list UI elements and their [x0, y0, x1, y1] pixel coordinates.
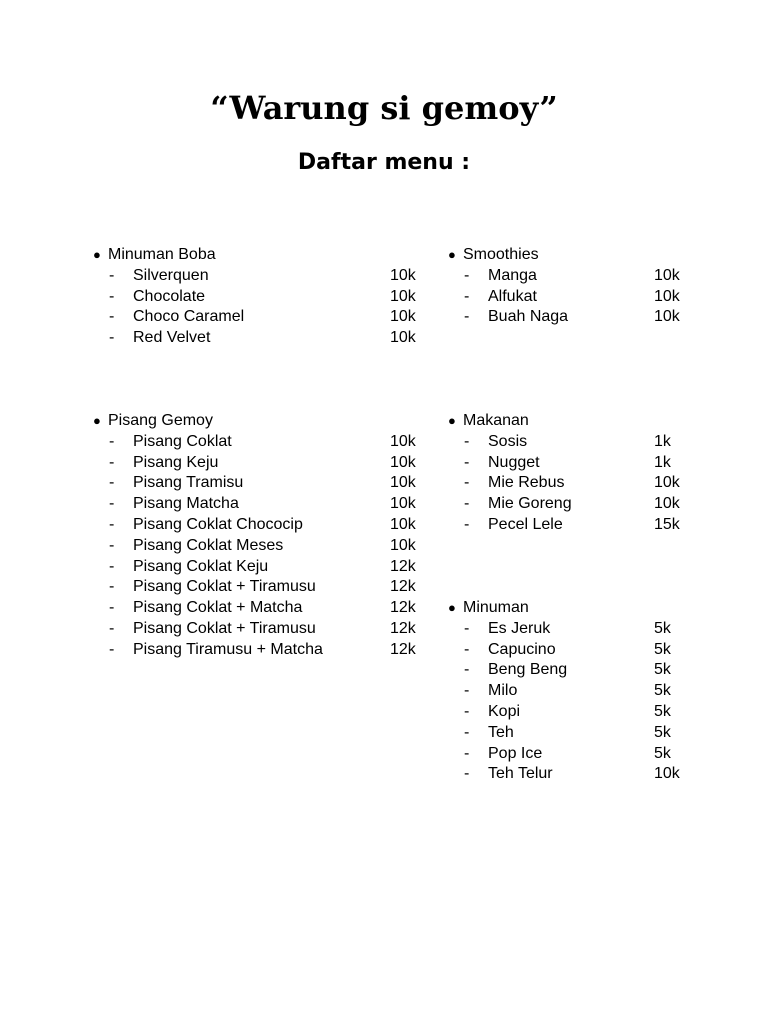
- menu-item: [93, 473, 433, 494]
- menu-item-price: 15k: [654, 515, 680, 533]
- menu-item: [93, 328, 433, 349]
- menu-item: [93, 536, 433, 557]
- menu-item: [93, 432, 433, 453]
- menu-item-price: 12k: [390, 619, 416, 637]
- menu-item-price: 12k: [390, 640, 416, 658]
- menu-item-price: 10k: [654, 266, 680, 284]
- menu-item: [448, 473, 698, 494]
- dash-marker: -: [109, 453, 115, 471]
- menu-item-name: Pisang Coklat Meses: [133, 536, 284, 554]
- menu-item-name: Sosis: [488, 432, 528, 450]
- menu-item: [448, 515, 698, 536]
- menu-item-price: 5k: [654, 619, 671, 637]
- menu-item-price: 1k: [654, 432, 671, 450]
- dash-marker: -: [109, 287, 115, 305]
- dash-marker: -: [109, 329, 115, 347]
- section-heading: [448, 411, 698, 432]
- menu-item-name: Kopi: [488, 702, 521, 720]
- page-title: “Warung si gemoy”: [210, 89, 558, 127]
- menu-item: [448, 744, 698, 765]
- dash-marker: -: [464, 474, 470, 492]
- dash-marker: -: [464, 640, 470, 658]
- menu-item-price: 10k: [654, 495, 680, 513]
- menu-item-name: Pisang Coklat + Tiramusu: [133, 578, 316, 596]
- menu-item-price: 10k: [654, 474, 680, 492]
- menu-item-price: 5k: [654, 682, 671, 700]
- bullet-icon: ●: [448, 600, 456, 615]
- dash-marker: -: [464, 266, 470, 284]
- menu-item-price: 10k: [390, 536, 416, 554]
- menu-item: [93, 557, 433, 578]
- menu-item-name: Nugget: [488, 453, 540, 471]
- menu-item-name: Capucino: [488, 640, 556, 658]
- section-heading: [93, 411, 433, 432]
- menu-item-price: 12k: [390, 578, 416, 596]
- menu-item-price: 10k: [390, 515, 416, 533]
- menu-item-name: Pecel Lele: [488, 515, 563, 533]
- menu-item-price: 12k: [390, 557, 416, 575]
- menu-item-name: Buah Naga: [488, 308, 569, 326]
- bullet-icon: ●: [448, 413, 456, 428]
- menu-item: [448, 702, 698, 723]
- menu-item-name: Pisang Coklat + Tiramusu: [133, 619, 316, 637]
- menu-item-name: Beng Beng: [488, 661, 568, 679]
- menu-item-name: Teh Telur: [488, 765, 553, 783]
- dash-marker: -: [464, 432, 470, 450]
- dash-marker: -: [109, 432, 115, 450]
- menu-item: [448, 723, 698, 744]
- menu-item: [93, 307, 433, 328]
- dash-marker: -: [464, 661, 470, 679]
- dash-marker: -: [464, 515, 470, 533]
- menu-item: [448, 494, 698, 515]
- menu-item-name: Manga: [488, 266, 537, 284]
- menu-item-name: Red Velvet: [133, 329, 211, 347]
- menu-item-name: Pisang Coklat Keju: [133, 557, 269, 575]
- bullet-icon: ●: [93, 247, 101, 262]
- menu-item-price: 10k: [654, 765, 680, 783]
- section-heading: [93, 245, 433, 266]
- dash-marker: -: [109, 308, 115, 326]
- menu-item: [93, 266, 433, 287]
- dash-marker: -: [464, 495, 470, 513]
- menu-item-price: 5k: [654, 744, 671, 762]
- menu-item-price: 1k: [654, 453, 671, 471]
- dash-marker: -: [109, 536, 115, 554]
- menu-item: [93, 619, 433, 640]
- dash-marker: -: [464, 702, 470, 720]
- dash-marker: -: [109, 619, 115, 637]
- dash-marker: -: [109, 515, 115, 533]
- menu-item-name: Choco Caramel: [133, 308, 245, 326]
- menu-item-name: Pisang Coklat Chococip: [133, 515, 303, 533]
- menu-subtitle: Daftar menu :: [297, 150, 471, 175]
- menu-item-name: Pisang Coklat: [133, 432, 232, 450]
- dash-marker: -: [464, 308, 470, 326]
- menu-item-name: Pisang Coklat + Matcha: [133, 599, 303, 617]
- dash-marker: -: [109, 578, 115, 596]
- menu-item-name: Alfukat: [488, 287, 537, 305]
- section-heading-label: Minuman: [463, 599, 529, 616]
- menu-item-name: Mie Goreng: [488, 495, 572, 513]
- menu-item-price: 10k: [390, 474, 416, 492]
- dash-marker: -: [464, 453, 470, 471]
- menu-item-price: 12k: [390, 599, 416, 617]
- menu-item: [93, 598, 433, 619]
- dash-marker: -: [109, 557, 115, 575]
- menu-item: [448, 266, 698, 287]
- dash-marker: -: [109, 474, 115, 492]
- menu-item-price: 10k: [654, 308, 680, 326]
- menu-item: [93, 287, 433, 308]
- menu-item-name: Mie Rebus: [488, 474, 565, 492]
- dash-marker: -: [464, 682, 470, 700]
- menu-item-name: Pisang Matcha: [133, 495, 239, 513]
- menu-item-price: 10k: [390, 266, 416, 284]
- section-heading: [448, 598, 698, 619]
- section-heading-label: Pisang Gemoy: [108, 412, 213, 429]
- menu-item: [448, 681, 698, 702]
- dash-marker: -: [109, 495, 115, 513]
- menu-item: [448, 287, 698, 308]
- dash-marker: -: [464, 744, 470, 762]
- menu-item-price: 10k: [654, 287, 680, 305]
- bullet-icon: ●: [448, 247, 456, 262]
- menu-item-name: Es Jeruk: [488, 619, 551, 637]
- menu-item-name: Silverquen: [133, 266, 209, 284]
- dash-marker: -: [464, 287, 470, 305]
- section-smoothies: [448, 245, 698, 328]
- menu-item-price: 10k: [390, 308, 416, 326]
- menu-item: [93, 515, 433, 536]
- menu-item: [93, 640, 433, 661]
- dash-marker: -: [464, 723, 470, 741]
- menu-item-name: Pisang Tramisu: [133, 474, 244, 492]
- section-heading-label: Smoothies: [463, 246, 539, 263]
- dash-marker: -: [109, 266, 115, 284]
- menu-item: [448, 640, 698, 661]
- dash-marker: -: [464, 765, 470, 783]
- menu-item: [93, 494, 433, 515]
- menu-item-price: 10k: [390, 495, 416, 513]
- menu-item-name: Milo: [488, 682, 518, 700]
- menu-item-name: Chocolate: [133, 287, 206, 305]
- menu-item-name: Teh: [488, 723, 514, 741]
- menu-item-price: 5k: [654, 702, 671, 720]
- dash-marker: -: [464, 619, 470, 637]
- menu-item-price: 5k: [654, 640, 671, 658]
- dash-marker: -: [109, 640, 115, 658]
- section-heading-label: Minuman Boba: [108, 246, 216, 263]
- bullet-icon: ●: [93, 413, 101, 428]
- section-makanan: [448, 411, 698, 536]
- menu-item: [448, 764, 698, 785]
- menu-item: [448, 453, 698, 474]
- section-pisang-gemoy: [93, 411, 433, 661]
- menu-item-name: Pisang Tiramusu + Matcha: [133, 640, 323, 658]
- menu-item-price: 10k: [390, 287, 416, 305]
- section-minuman: [448, 598, 698, 785]
- menu-item-name: Pisang Keju: [133, 453, 219, 471]
- dash-marker: -: [109, 599, 115, 617]
- menu-item: [448, 619, 698, 640]
- menu-item-price: 5k: [654, 661, 671, 679]
- section-heading-label: Makanan: [463, 412, 529, 429]
- menu-item: [93, 453, 433, 474]
- menu-item: [448, 432, 698, 453]
- menu-item-price: 10k: [390, 453, 416, 471]
- menu-item-name: Pop Ice: [488, 744, 543, 762]
- menu-item: [448, 660, 698, 681]
- section-minuman-boba: [93, 245, 433, 349]
- menu-item: [93, 577, 433, 598]
- menu-item: [448, 307, 698, 328]
- menu-item-price: 10k: [390, 329, 416, 347]
- section-heading: [448, 245, 698, 266]
- menu-item-price: 5k: [654, 723, 671, 741]
- menu-item-price: 10k: [390, 432, 416, 450]
